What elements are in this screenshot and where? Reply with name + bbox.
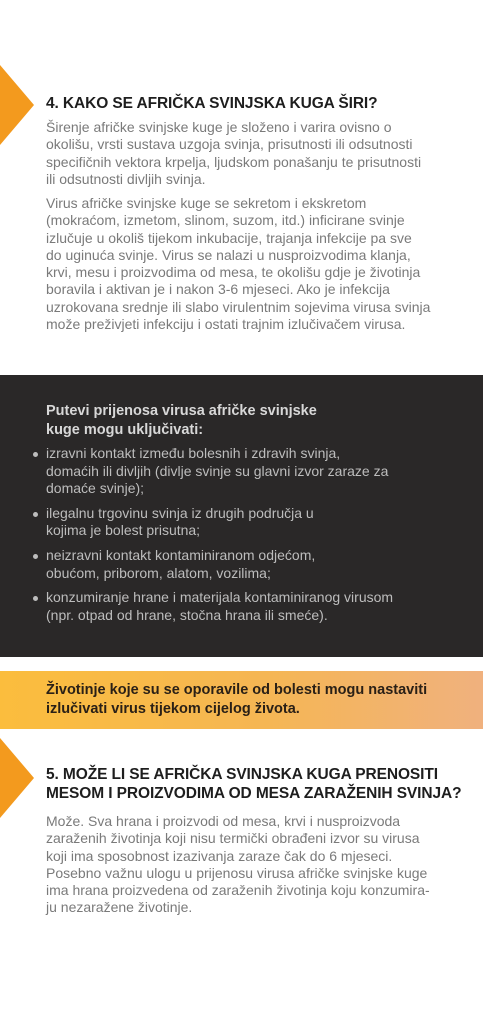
section-4-paragraph-2: Virus afričke svinjske kuge se sekretom i ekskretom (mokraćom, izmetom, slinom, suzom, itd.) inficirane svinje izlučuje u okoliš tijekom inkubacije, trajanja infekcije pa sve do uginuća svinje. Virus se nalazi u nusproizvodima klanja, krvi, mesu i proizvodima od mesa, te okolišu gdje je životinja boravila i aktivan je i nakon 3-6 mjeseci. Ako je infekcija uzrokovana srednje ili slabo virulentnim sojevima virusa svinja može preživjeti infekciju i ostati trajnim izlučivačem virusa. [46, 195, 431, 333]
bullet-icon [33, 512, 38, 517]
list-item-text: ilegalnu trgovinu svinja iz drugih područja u kojima je bolest prisutna; [46, 504, 314, 539]
list-item [30, 589, 471, 624]
section-4-title: 4. KAKO SE AFRIČKA SVINJSKA KUGA ŠIRI? [46, 95, 378, 112]
transmission-routes-list [30, 445, 471, 631]
bullet-icon [33, 596, 38, 601]
section-5-title: 5. MOŽE LI SE AFRIČKA SVINJSKA KUGA PRENOSITI MESOM I PROIZVODIMA OD MESA ZARAŽENIH SVINJA? [46, 766, 462, 802]
transmission-routes-title: Putevi prijenosa virusa afričke svinjske kuge mogu uključivati: [46, 403, 317, 438]
list-item [30, 547, 471, 582]
bullet-icon [33, 452, 38, 457]
list-item-text: konzumiranje hrane i materijala kontaminiranog virusom (npr. otpad od hrane, stočna hrana ili smeće). [46, 589, 394, 623]
section-5-paragraph-1: Može. Sva hrana i proizvodi od mesa, krvi i nusproizvoda zaraženih životinja koji nisu termički obrađeni izvor su virusa koji ima sposobnost izazivanja zaraze čak do 6 mjeseci. Posebno važnu ulogu u prijenosu virusa afričke svinjske kuge ima hrana proizvedena od zaraženih životinja koju konzumira- ju nezaražene životinje. [46, 813, 430, 916]
section-arrow-marker [0, 65, 34, 145]
list-item-text: neizravni kontakt kontaminiranom odjećom, obućom, priborom, alatom, vozilima; [46, 546, 316, 581]
list-item [30, 505, 471, 540]
highlight-text: Životinje koje su se oporavile od bolesti mogu nastaviti izlučivati virus tijekom cijelog života. [46, 682, 428, 717]
list-item-text: izravni kontakt između bolesnih i zdravih svinja, domaćih ili divljih (divlje svinje su glavni izvor zaraze za domaće svinje); [46, 445, 389, 497]
section-arrow-marker [0, 738, 34, 818]
section-4-paragraph-1: Širenje afričke svinjske kuge je složeno i varira ovisno o okolišu, vrsti sustava uzgoja svinja, prisutnosti ili odsutnosti specifičnih vektora krpelja, ljudskom ponašanju te prisutnosti ili odsutnosti divljih svinja. [46, 119, 422, 187]
bullet-icon [33, 554, 38, 559]
list-item [30, 445, 471, 498]
